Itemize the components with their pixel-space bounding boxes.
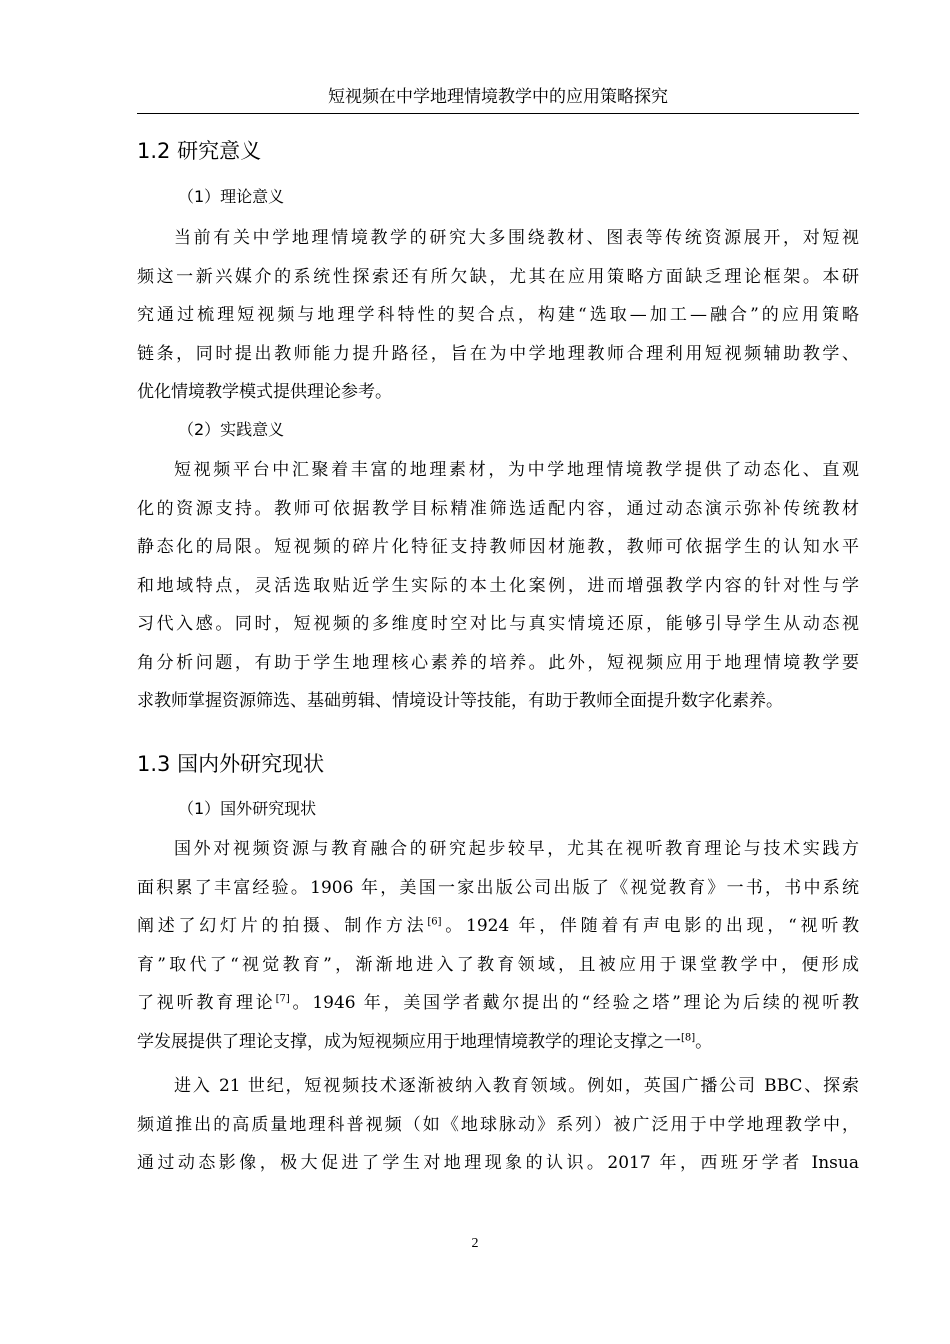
citation-7[interactable]: [7] bbox=[275, 993, 290, 1005]
text-run: 。1946 年，美国学者戴尔提出的“经验之塔”理论为后续的视听教 bbox=[289, 993, 859, 1013]
paragraph-21st-century bbox=[137, 1067, 859, 1183]
subheading-theory: （1）理论意义 bbox=[178, 187, 285, 206]
paragraph-line: 和地域特点，灵活选取贴近学生实际的本土化案例，进而增强教学内容的针对性与学 bbox=[137, 575, 859, 596]
text-run: 。1924 年，伴随着有声电影的出现，“视听教 bbox=[441, 916, 860, 936]
subheading-practice: （2）实践意义 bbox=[178, 420, 285, 439]
paragraph-line: 链条，同时提出教师能力提升路径，旨在为中学地理教师合理利用短视频辅助教学、 bbox=[137, 343, 859, 364]
section-heading-1-2: 1.2 研究意义 bbox=[137, 139, 262, 163]
paragraph-line: 角分析问题，有助于学生地理核心素养的培养。此外，短视频应用于地理情境教学要 bbox=[137, 652, 859, 673]
paragraph-line: 国外对视频资源与教育融合的研究起步较早，尤其在视听教育理论与技术实践方 bbox=[174, 839, 859, 859]
citation-8[interactable]: [8] bbox=[681, 1031, 696, 1043]
text-run: 。 bbox=[695, 1031, 713, 1052]
subheading-foreign: （1）国外研究现状 bbox=[178, 799, 317, 818]
section-heading-1-3: 1.3 国内外研究现状 bbox=[137, 752, 325, 776]
paragraph-line: 究通过梳理短视频与地理学科特性的契合点，构建“选取—加工—融合”的应用策略 bbox=[137, 305, 859, 325]
paragraph-line: 进入 21 世纪，短视频技术逐渐被纳入教育领域。例如，英国广播公司 BBC、探索 bbox=[174, 1076, 859, 1096]
paragraph-line: 短视频平台中汇聚着丰富的地理素材，为中学地理情境教学提供了动态化、直观 bbox=[174, 460, 859, 480]
paragraph-line: 当前有关中学地理情境教学的研究大多围绕教材、图表等传统资源展开，对短视 bbox=[174, 228, 859, 248]
paragraph-practice bbox=[137, 451, 859, 721]
text-run: 学发展提供了理论支撑，成为短视频应用于地理情境教学的理论支撑之一 bbox=[137, 1031, 681, 1052]
paragraph-line: 习代入感。同时，短视频的多维度时空对比与真实情境还原，能够引导学生从动态视 bbox=[137, 614, 859, 634]
paragraph-line: 育”取代了“视觉教育”，渐渐地进入了教育领域，且被应用于课堂教学中，便形成 bbox=[137, 954, 859, 975]
paragraph-line: 面积累了丰富经验。1906 年，美国一家出版公司出版了《视觉教育》一书，书中系统 bbox=[137, 877, 859, 898]
page-number: 2 bbox=[471, 1236, 479, 1251]
paragraph-line bbox=[137, 1023, 859, 1062]
paragraph-line bbox=[137, 984, 859, 1023]
paragraph-theory bbox=[137, 219, 859, 412]
paragraph-line: 频这一新兴媒介的系统性探索还有所欠缺，尤其在应用策略方面缺乏理论框架。本研 bbox=[137, 266, 859, 287]
paragraph-line: 频道推出的高质量地理科普视频（如《地球脉动》系列）被广泛用于中学地理教学中， bbox=[137, 1114, 859, 1135]
text-run: 了视听教育理论 bbox=[137, 993, 276, 1013]
paragraph-line: 优化情境教学模式提供理论参考。 bbox=[137, 382, 392, 402]
running-header: 短视频在中学地理情境教学中的应用策略探究 bbox=[328, 87, 668, 107]
paragraph-line: 化的资源支持。教师可依据教学目标精准筛选适配内容，通过动态演示弥补传统教材 bbox=[137, 498, 859, 519]
header-rule bbox=[137, 113, 859, 114]
text-run: 阐述了幻灯片的拍摄、制作方法 bbox=[137, 916, 428, 936]
paragraph-line: 求教师掌握资源筛选、基础剪辑、情境设计等技能，有助于教师全面提升数字化素养。 bbox=[137, 691, 783, 711]
paragraph-line: 通过动态影像，极大促进了学生对地理现象的认识。2017 年，西班牙学者 Insua bbox=[137, 1153, 859, 1173]
paragraph-line: 静态化的局限。短视频的碎片化特征支持教师因材施教，教师可依据学生的认知水平 bbox=[137, 537, 859, 557]
paragraph-line bbox=[137, 907, 859, 946]
paragraph-foreign bbox=[137, 830, 859, 1061]
citation-6[interactable]: [6] bbox=[427, 916, 442, 928]
